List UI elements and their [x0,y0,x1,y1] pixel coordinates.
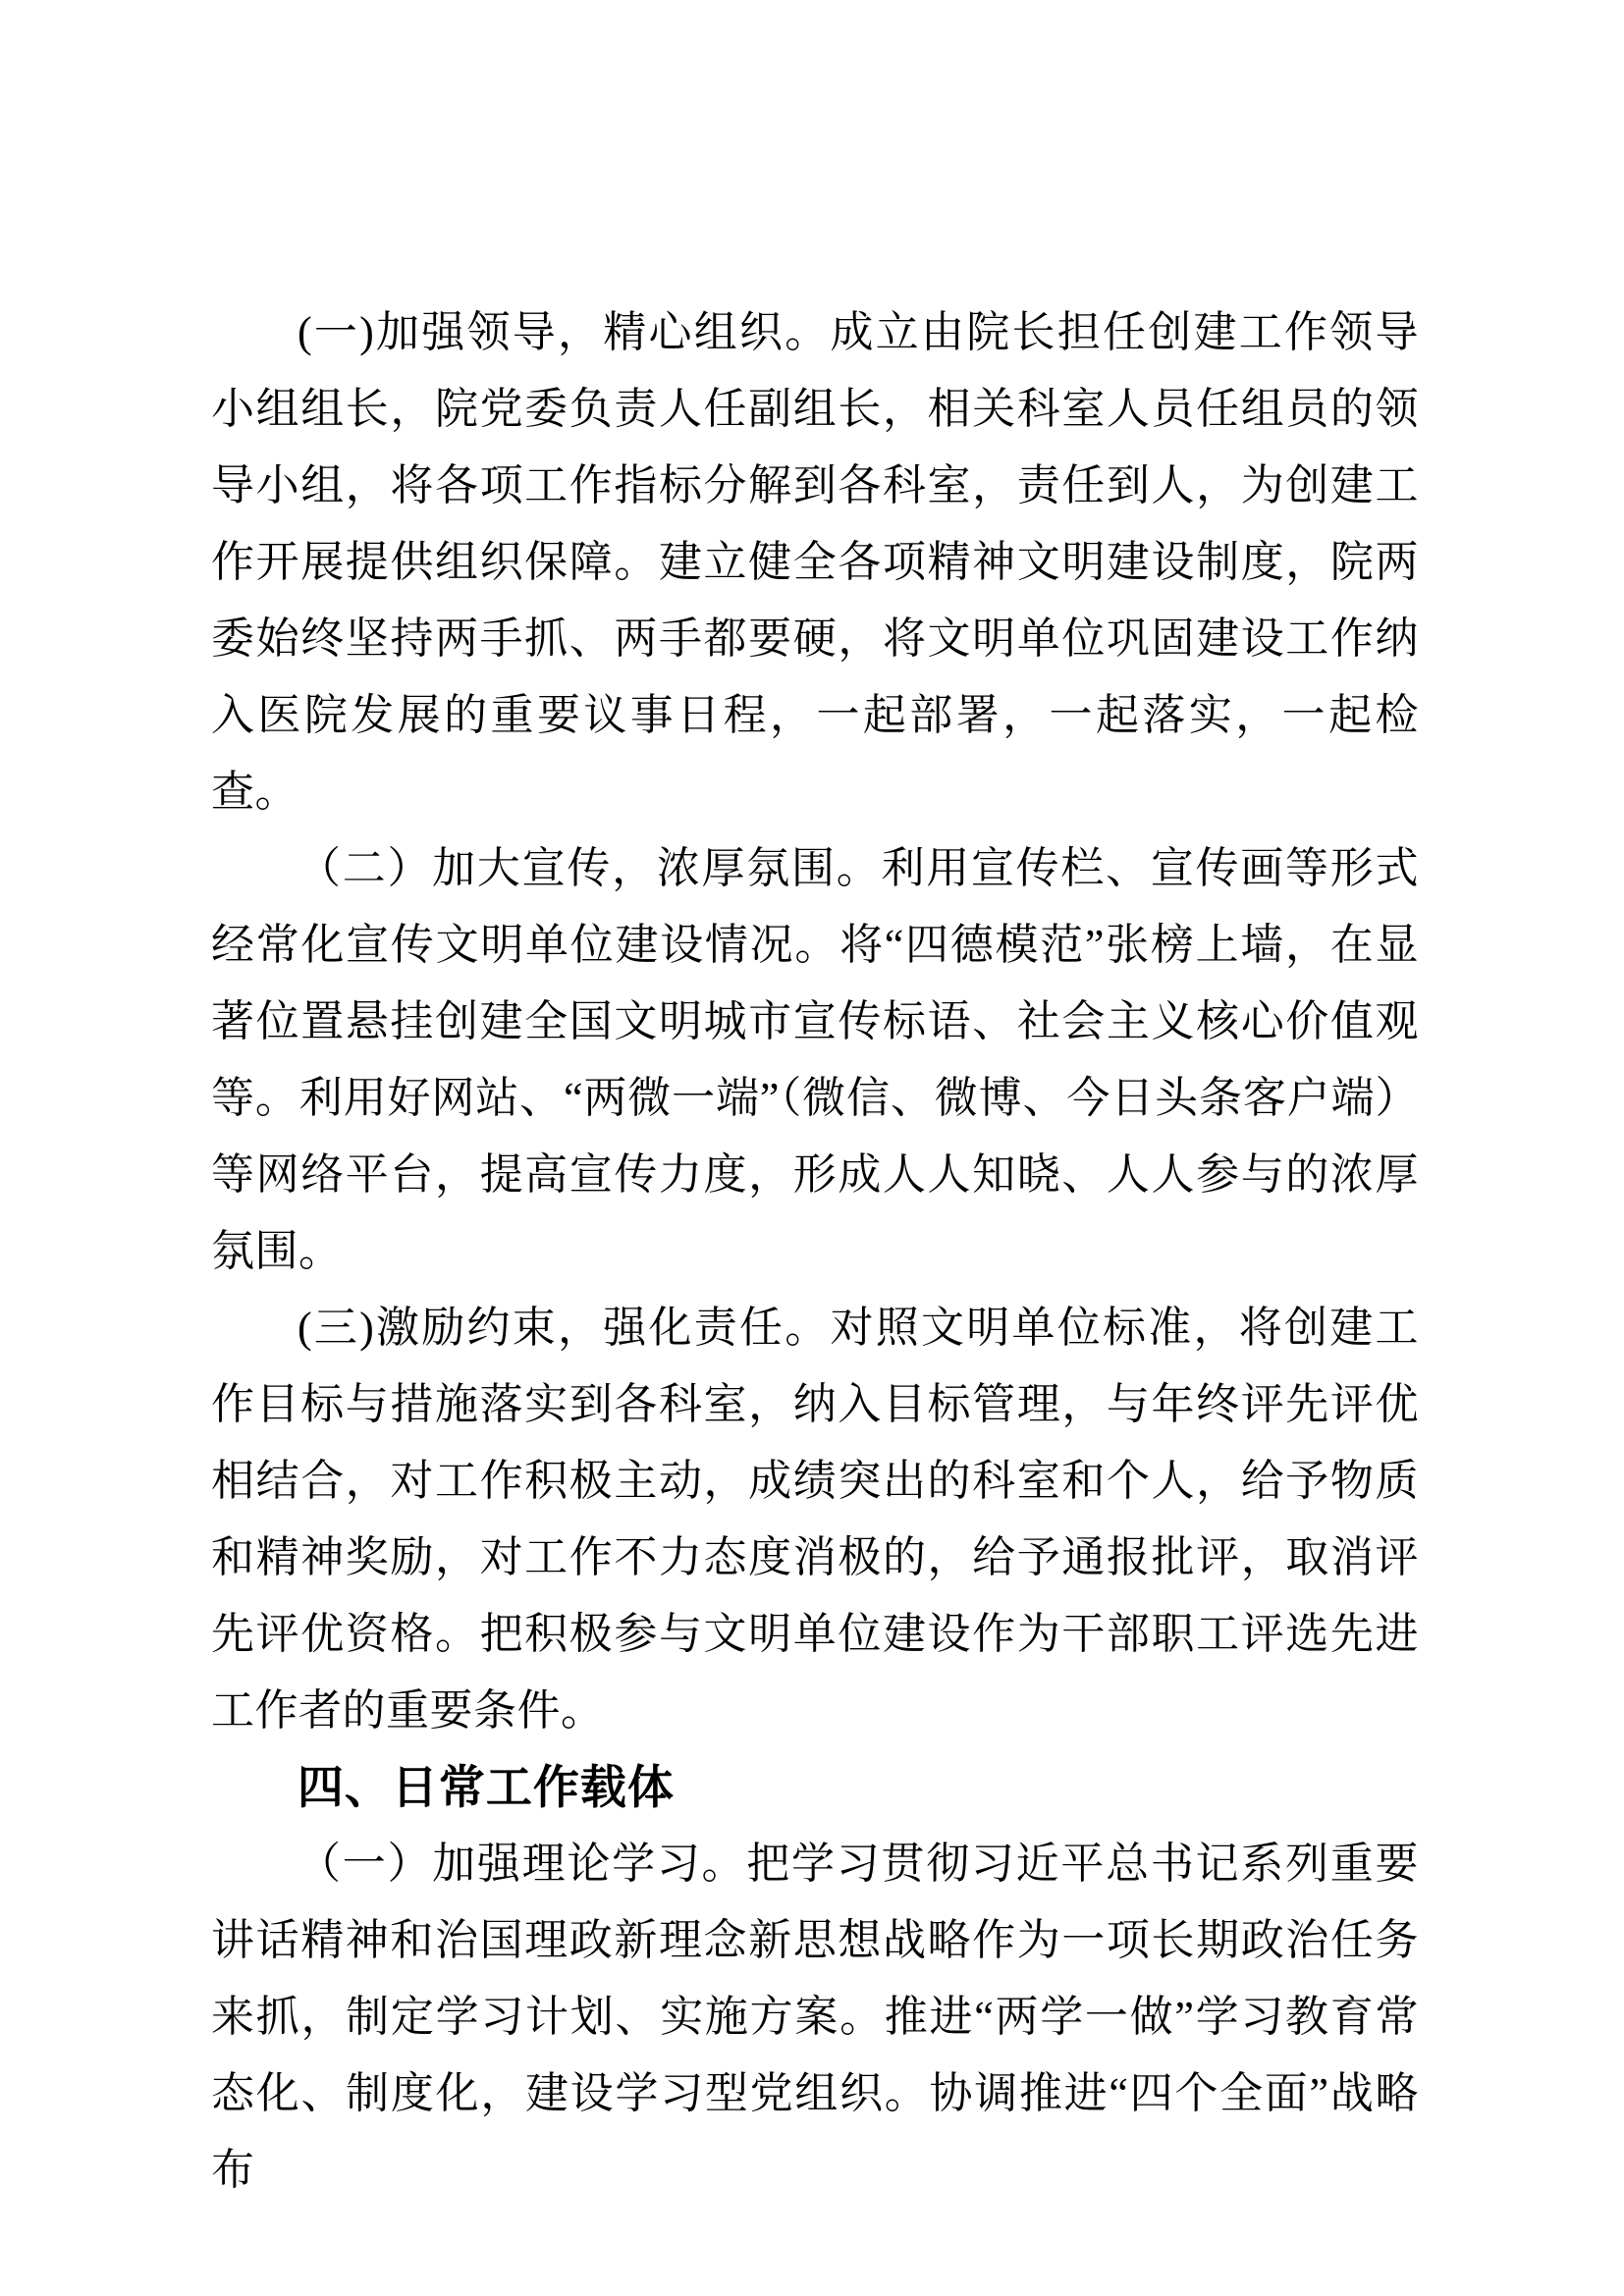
paragraph-incentive-constraint: (三)激励约束，强化责任。对照文明单位标准，将创建工作目标与措施落实到各科室，纳入目标管理，与年终评先评优相结合，对工作积极主动，成绩突出的科室和个人，给予物质和精神奖励，对工作不力态度消极的，给予通报批评，取消评先评优资格。把积极参与文明单位建设作为干部职工评选先进工作者的重要条件。 [211,1304,1419,1735]
paragraph-increase-publicity: （二）加大宣传，浓厚氛围。利用宣传栏、宣传画等形式经常化宣传文明单位建设情况。将“四德模范”张榜上墙，在显著位置悬挂创建全国文明城市宣传标语、社会主义核心价值观等。利用好网站、“两微一端”（微信、微博、今日头条客户端）等网络平台，提高宣传力度，形成人人知晓、人人参与的浓厚氛围。 [211,844,1419,1275]
paragraph-strengthen-leadership: (一)加强领导，精心组织。成立由院长担任创建工作领导小组组长，院党委负责人任副组长，相关科室人员任组员的领导小组，将各项工作指标分解到各科室，责任到人，为创建工作开展提供组织保障。建立健全各项精神文明建设制度，院两委始终坚持两手抓、两手都要硬，将文明单位巩固建设工作纳入医院发展的重要议事日程，一起部署，一起落实，一起检查。 [211,308,1419,816]
section-heading-daily-work-carriers: 四、日常工作载体 [297,1761,675,1813]
paragraph-theoretical-study: （一）加强理论学习。把学习贯彻习近平总书记系列重要讲话精神和治国理政新理念新思想战略作为一项长期政治任务来抓，制定学习计划、实施方案。推进“两学一做”学习教育常态化、制度化，建设学习型党组织。协调推进“四个全面”战略布 [211,1840,1419,2194]
document-body [211,294,1419,2209]
